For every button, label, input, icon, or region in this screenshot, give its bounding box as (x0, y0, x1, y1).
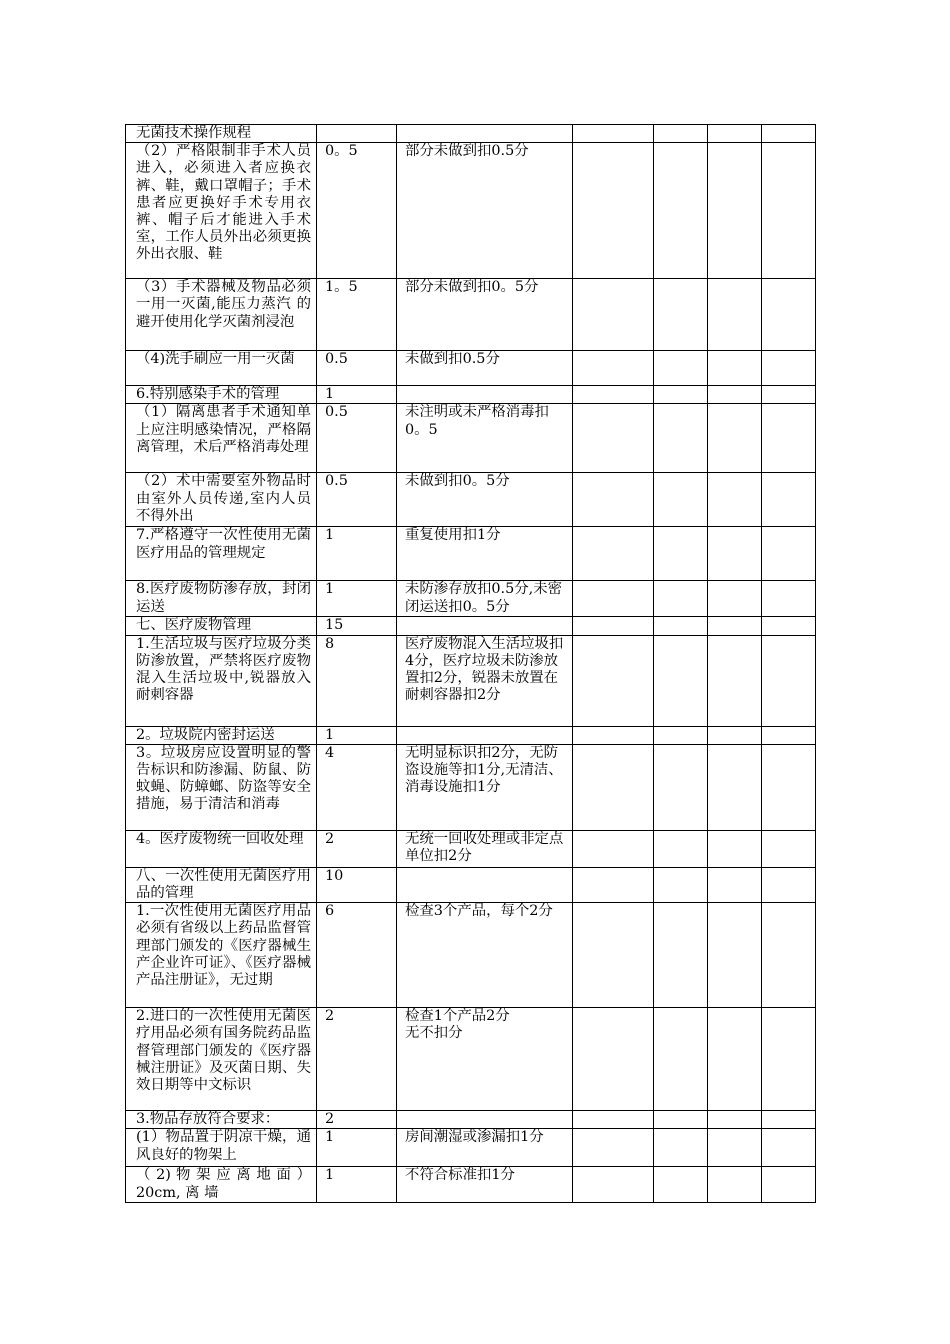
rule-cell: 无明显标识扣2分，无防盗设施等扣1分,无清洁、消毒设施扣1分 (397, 744, 573, 830)
empty-cell (654, 279, 708, 351)
empty-cell (654, 1111, 708, 1129)
item-cell: 1.生活垃圾与医疗垃圾分类防渗放置，严禁将医疗废物混入生活垃圾中,锐器放入耐刺容器 (126, 635, 317, 726)
item-cell: 6.特别感染手术的管理 (126, 386, 317, 404)
rule-cell (397, 867, 573, 902)
empty-cell (762, 527, 816, 581)
item-cell: 2。垃圾院内密封运送 (126, 726, 317, 744)
item-cell: 2.进口的一次性使用无菌医疗用品必须有国务院药品监督管理部门颁发的《医疗器械注册证》及灭菌日期、失效日期等中文标识 (126, 1008, 317, 1111)
empty-cell (762, 143, 816, 279)
score-cell: 0.5 (317, 404, 397, 473)
empty-cell (762, 404, 816, 473)
rule-cell: 无统一回收处理或非定点单位扣2分 (397, 830, 573, 867)
item-cell: 七、医疗废物管理 (126, 617, 317, 635)
item-cell: （4)洗手刷应一用一灭菌 (126, 351, 317, 386)
item-cell: (1）物品置于阴凉干燥，通风良好的物架上 (126, 1129, 317, 1167)
empty-cell (708, 386, 762, 404)
empty-cell (573, 726, 654, 744)
score-cell: 2 (317, 1111, 397, 1129)
empty-cell (708, 830, 762, 867)
score-cell: 4 (317, 744, 397, 830)
empty-cell (573, 1167, 654, 1203)
score-cell: 1 (317, 527, 397, 581)
item-cell: （2）严格限制非手术人员进入，必须进入者应换衣裤、鞋，戴口罩帽子；手术患者应更换好手术专用衣裤、帽子后才能进入手术室，工作人员外出必须更换外出衣服、鞋 (126, 143, 317, 279)
empty-cell (708, 903, 762, 1008)
empty-cell (762, 744, 816, 830)
empty-cell (654, 581, 708, 617)
table-row (126, 1111, 816, 1129)
empty-cell (708, 473, 762, 527)
evaluation-table (125, 124, 816, 1203)
empty-cell (573, 125, 654, 143)
score-cell: 2 (317, 830, 397, 867)
empty-cell (573, 1111, 654, 1129)
empty-cell (573, 351, 654, 386)
item-cell: 无菌技术操作规程 (126, 125, 317, 143)
item-cell: 8.医疗废物防渗存放，封闭运送 (126, 581, 317, 617)
empty-cell (762, 386, 816, 404)
rule-cell: 部分未做到扣0.5分 (397, 143, 573, 279)
empty-cell (708, 351, 762, 386)
table-row (126, 351, 816, 386)
empty-cell (708, 279, 762, 351)
item-cell: （2）术中需要室外物品时由室外人员传递,室内人员不得外出 (126, 473, 317, 527)
empty-cell (654, 404, 708, 473)
score-cell: 6 (317, 903, 397, 1008)
table-row (126, 279, 816, 351)
empty-cell (762, 1167, 816, 1203)
table-row (126, 386, 816, 404)
empty-cell (573, 617, 654, 635)
empty-cell (573, 744, 654, 830)
table-row (126, 744, 816, 830)
score-cell: 0.5 (317, 351, 397, 386)
rule-cell (397, 617, 573, 635)
rule-cell: 不符合标准扣1分 (397, 1167, 573, 1203)
item-cell: （3）手术器械及物品必须一用一灭菌,能压力蒸汽 的避开使用化学灭菌剂浸泡 (126, 279, 317, 351)
empty-cell (573, 279, 654, 351)
rule-cell: 重复使用扣1分 (397, 527, 573, 581)
score-cell (317, 125, 397, 143)
empty-cell (654, 903, 708, 1008)
rule-cell: 未做到扣0.5分 (397, 351, 573, 386)
table-row (126, 903, 816, 1008)
empty-cell (708, 1008, 762, 1111)
rule-cell (397, 1111, 573, 1129)
rule-cell: 检查1个产品2分 无不扣分 (397, 1008, 573, 1111)
rule-cell: 部分未做到扣0。5分 (397, 279, 573, 351)
empty-cell (654, 1167, 708, 1203)
table-row (126, 581, 816, 617)
score-cell: 0。5 (317, 143, 397, 279)
rule-cell: 未做到扣0。5分 (397, 473, 573, 527)
table-row (126, 830, 816, 867)
score-cell: 15 (317, 617, 397, 635)
empty-cell (573, 1008, 654, 1111)
empty-cell (762, 473, 816, 527)
empty-cell (573, 1129, 654, 1167)
empty-cell (762, 617, 816, 635)
empty-cell (762, 581, 816, 617)
empty-cell (762, 351, 816, 386)
score-cell: 10 (317, 867, 397, 902)
empty-cell (573, 527, 654, 581)
item-cell: 3.物品存放符合要求： (126, 1111, 317, 1129)
empty-cell (654, 351, 708, 386)
empty-cell (708, 125, 762, 143)
rule-cell: 房间潮湿或渗漏扣1分 (397, 1129, 573, 1167)
item-cell: 4。医疗废物统一回收处理 (126, 830, 317, 867)
empty-cell (573, 635, 654, 726)
empty-cell (708, 1129, 762, 1167)
score-cell: 1 (317, 581, 397, 617)
table-row (126, 726, 816, 744)
empty-cell (708, 867, 762, 902)
score-cell: 1。5 (317, 279, 397, 351)
empty-cell (573, 473, 654, 527)
empty-cell (573, 903, 654, 1008)
score-cell: 1 (317, 1167, 397, 1203)
score-cell: 1 (317, 386, 397, 404)
empty-cell (654, 830, 708, 867)
empty-cell (654, 726, 708, 744)
item-cell: （1）隔离患者手术通知单上应注明感染情况，严格隔离管理，术后严格消毒处理 (126, 404, 317, 473)
empty-cell (654, 527, 708, 581)
table-row (126, 473, 816, 527)
empty-cell (708, 726, 762, 744)
empty-cell (708, 1111, 762, 1129)
item-cell: 3。垃圾房应设置明显的警告标识和防渗漏、防鼠、防蚊蝇、防蟑螂、防盗等安全措施，易于清洁和消毒 (126, 744, 317, 830)
empty-cell (762, 830, 816, 867)
empty-cell (573, 404, 654, 473)
empty-cell (762, 867, 816, 902)
score-cell: 0.5 (317, 473, 397, 527)
empty-cell (654, 867, 708, 902)
empty-cell (762, 1129, 816, 1167)
empty-cell (654, 1129, 708, 1167)
score-cell: 2 (317, 1008, 397, 1111)
table-row (126, 125, 816, 143)
empty-cell (762, 125, 816, 143)
table-row (126, 527, 816, 581)
item-cell: 八、一次性使用无菌医疗用品的管理 (126, 867, 317, 902)
empty-cell (708, 143, 762, 279)
empty-cell (708, 527, 762, 581)
empty-cell (573, 581, 654, 617)
empty-cell (573, 386, 654, 404)
table-row (126, 1129, 816, 1167)
rule-cell (397, 125, 573, 143)
item-cell: 7.严格遵守一次性使用无菌医疗用品的管理规定 (126, 527, 317, 581)
score-cell: 8 (317, 635, 397, 726)
empty-cell (708, 1167, 762, 1203)
empty-cell (762, 903, 816, 1008)
table-row (126, 635, 816, 726)
score-cell: 1 (317, 726, 397, 744)
empty-cell (708, 617, 762, 635)
empty-cell (708, 404, 762, 473)
empty-cell (762, 279, 816, 351)
table-row (126, 867, 816, 902)
rule-cell: 检查3个产品，每个2分 (397, 903, 573, 1008)
empty-cell (573, 867, 654, 902)
empty-cell (762, 726, 816, 744)
empty-cell (708, 635, 762, 726)
empty-cell (762, 635, 816, 726)
empty-cell (654, 473, 708, 527)
table-row (126, 404, 816, 473)
empty-cell (762, 1111, 816, 1129)
empty-cell (654, 635, 708, 726)
table-row (126, 617, 816, 635)
empty-cell (573, 143, 654, 279)
empty-cell (762, 1008, 816, 1111)
empty-cell (708, 581, 762, 617)
rule-cell (397, 386, 573, 404)
rule-cell: 医疗废物混入生活垃圾扣4分，医疗垃圾未防渗放置扣2分，锐器未放置在耐刺容器扣2分 (397, 635, 573, 726)
rule-cell (397, 726, 573, 744)
rule-cell: 未防渗存放扣0.5分,未密闭运送扣0。5分 (397, 581, 573, 617)
item-cell: （ 2) 物 架 应 离 地 面 ） 20cm, 离 墙 (126, 1167, 317, 1203)
score-cell: 1 (317, 1129, 397, 1167)
empty-cell (654, 125, 708, 143)
empty-cell (654, 1008, 708, 1111)
table-row (126, 1167, 816, 1203)
rule-cell: 未注明或未严格消毒扣0。5 (397, 404, 573, 473)
table-row (126, 143, 816, 279)
empty-cell (708, 744, 762, 830)
empty-cell (654, 386, 708, 404)
empty-cell (654, 617, 708, 635)
table-row (126, 1008, 816, 1111)
empty-cell (654, 143, 708, 279)
empty-cell (654, 744, 708, 830)
item-cell: 1.一次性使用无菌医疗用品必须有省级以上药品监督管理部门颁发的《医疗器械生产企业许可证》、《医疗器械产品注册证》，无过期 (126, 903, 317, 1008)
empty-cell (573, 830, 654, 867)
